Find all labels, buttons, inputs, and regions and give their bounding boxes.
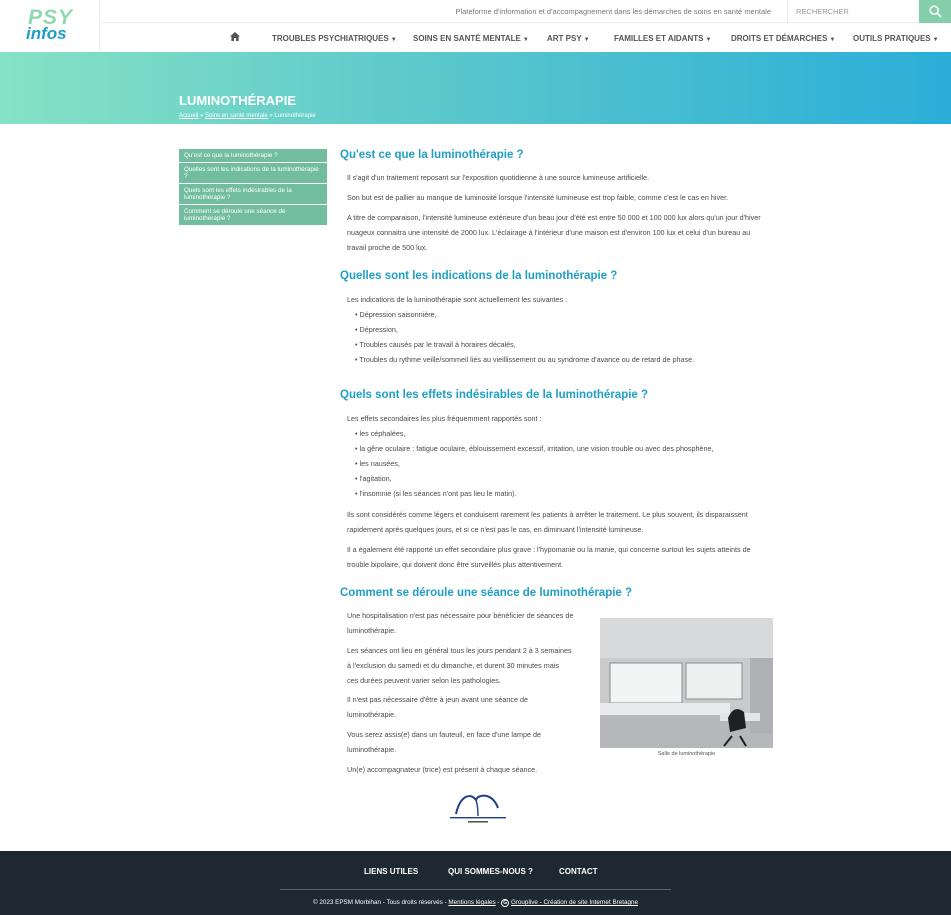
sidebar-item-definition[interactable]: Qu'est ce que la luminothérapie ? — [179, 149, 327, 163]
breadcrumb-separator: » — [198, 113, 206, 119]
chevron-down-icon: ▼ — [705, 37, 712, 43]
sidebar-item-indications[interactable]: Quelles sont les indications de la luminothérapie ? — [179, 163, 327, 184]
site-logo[interactable] — [0, 0, 100, 52]
footer-separator: - — [495, 899, 502, 906]
footer-link-agency[interactable]: Grouplive - Création de site Internet Bretagne — [510, 899, 638, 906]
logo-psy: PSY — [28, 6, 74, 29]
paragraph: Vous serez assis(e) dans un fauteuil, en face d'une lampe de luminothérapie. — [347, 730, 541, 754]
footer-link-qui-sommes-nous[interactable]: QUI SOMMES-NOUS ? — [448, 867, 533, 876]
paragraph: Il n'est pas nécessaire d'être à jeun avant une séance de luminothérapie. — [347, 695, 528, 719]
sidebar-item-effets[interactable]: Quels sont les effets indésirables de la luminothérapie ? — [179, 184, 327, 205]
paragraph: Les séances ont lieu en général tous les jours pendant 2 à 3 semaines à l'exclusion du samedi et du dimanche, et durent 30 minutes mais ces durées peuvent varier selon les pathologies. — [347, 646, 572, 685]
list-item: • les céphalées, — [355, 429, 406, 438]
footer-link-contact[interactable]: CONTACT — [559, 867, 598, 876]
copyright-text: © 2023 EPSM Morbihan - Tous droits réservés - — [313, 899, 449, 906]
list-item: • l'agitation, — [355, 474, 392, 483]
nav-troubles-psychiatriques[interactable]: TROUBLES PSYCHIATRIQUES ▼ — [272, 34, 397, 43]
epsm-logo — [448, 790, 508, 826]
footer-link-mentions-legales[interactable]: Mentions légales — [448, 899, 496, 906]
sidebar-item-seance[interactable]: Comment se déroule une séance de luminothérapie ? — [179, 205, 327, 226]
chevron-down-icon: ▼ — [583, 37, 590, 43]
luminotherapy-room-photo — [600, 618, 773, 748]
breadcrumb-home[interactable]: Accueil — [179, 113, 199, 119]
main-nav — [101, 24, 951, 52]
list-item: • Troubles causés par le travail à horaires décalés, — [355, 340, 516, 349]
breadcrumb-separator: » — [267, 113, 275, 119]
list-item: • l'insomnie (si les séances n'ont pas lieu le matin). — [355, 489, 517, 498]
site-tagline: Plateforme d'information et d'accompagnement dans les démarches de soins en santé mentale — [455, 7, 771, 16]
paragraph: Les effets secondaires les plus fréquemment rapportés sont : — [347, 414, 542, 423]
top-bar — [101, 0, 951, 23]
paragraph: Les indications de la luminothérapie sont actuellement les suivantes : — [347, 295, 568, 304]
paragraph: Une hospitalisation n'est pas nécessaire pour bénéficier de séances de luminothérapie. — [347, 611, 574, 635]
page-banner — [0, 52, 951, 124]
list-item: • Dépression, — [355, 325, 398, 334]
footer-link-liens-utiles[interactable]: LIENS UTILES — [364, 867, 419, 876]
footer-copyright — [0, 899, 951, 906]
section-title-definition: Qu'est ce que la luminothérapie ? — [340, 149, 524, 161]
photo-caption: Salle de luminothérapie — [657, 751, 716, 757]
site-footer — [0, 851, 951, 915]
chevron-down-icon: ▼ — [829, 37, 836, 43]
nav-art-psy[interactable]: ART PSY ▼ — [547, 34, 590, 43]
list-item: • la gêne oculaire : fatigue oculaire, éblouissement excessif, irritation, une vision trouble ou avec des phosphène, — [355, 444, 714, 453]
chevron-down-icon: ▼ — [390, 37, 397, 43]
search-input[interactable] — [787, 0, 919, 23]
list-item: • les nausées, — [355, 459, 400, 468]
nav-familles-aidants[interactable]: FAMILLES ET AIDANTS ▼ — [614, 34, 712, 43]
list-item: • Dépression saisonnière, — [355, 310, 437, 319]
paragraph: Un(e) accompagnateur (trice) est présent à chaque séance. — [347, 765, 538, 774]
paragraph: Son but est de pallier au manque de luminosité lorsque l'intensité lumineuse est trop faible, comme c'est le cas en hiver. — [347, 193, 729, 202]
chevron-down-icon: ▼ — [932, 37, 939, 43]
paragraph: A titre de comparaison, l'intensité lumineuse extérieure d'un beau jour d'été est entre 50 000 et 100 000 lux alors qu'un jour d'hiver nuageux connaitra une intensité de 2000 lux. L'éclairage à l'intérieur d'une maison est d'environ 100 lux et celui d'un bureau au travail proche de 500 lux. — [347, 213, 761, 252]
breadcrumb-parent[interactable]: Soins en santé mentale — [205, 113, 268, 119]
breadcrumb-current: Luminothérapie — [274, 113, 316, 119]
nav-soins-sante-mentale[interactable]: SOINS EN SANTÉ MENTALE ▼ — [413, 34, 529, 43]
section-title-effets: Quels sont les effets indésirables de la luminothérapie ? — [340, 389, 649, 401]
home-icon[interactable] — [230, 32, 240, 41]
section-title-indications: Quelles sont les indications de la luminothérapie ? — [340, 270, 618, 282]
paragraph: Il a également été rapporté un effet secondaire plus grave : l'hypomanie ou la manie, qui concerne surtout les sujets atteints de trouble bipolaire, qui doivent donc être surveillés plus attentivement. — [347, 545, 751, 569]
footer-divider — [280, 889, 671, 890]
sidebar-menu — [179, 149, 327, 226]
breadcrumb — [179, 113, 316, 119]
search-icon — [929, 5, 942, 18]
site-header — [0, 0, 951, 52]
grouplive-icon: G — [503, 900, 508, 906]
section-title-seance: Comment se déroule une séance de luminothérapie ? — [340, 587, 633, 599]
paragraph: Il s'agit d'un traitement reposant sur l'exposition quotidienne à une source lumineuse artificielle. — [347, 173, 650, 182]
nav-outils-pratiques[interactable]: OUTILS PRATIQUES ▼ — [853, 34, 939, 43]
nav-droits-demarches[interactable]: DROITS ET DÉMARCHES ▼ — [731, 34, 836, 43]
search-button[interactable] — [919, 0, 951, 23]
chevron-down-icon: ▼ — [522, 37, 529, 43]
search-placeholder: RECHERCHER — [796, 7, 849, 16]
paragraph: Ils sont considérés comme légers et conduisent rarement les patients à arrêter le traitement. Le plus souvent, ils disparaissent rapidement après quelques jours, et si ce n'est pas le cas, en diminuant l'intensité lumineuse. — [347, 510, 748, 534]
page-title: LUMINOTHÉRAPIE — [179, 93, 296, 108]
list-item: • Troubles du rythme veille/sommeil liés au vieillissement ou au syndrome d'avance ou de retard de phase. — [355, 355, 695, 364]
logo-infos: infos — [26, 24, 67, 43]
